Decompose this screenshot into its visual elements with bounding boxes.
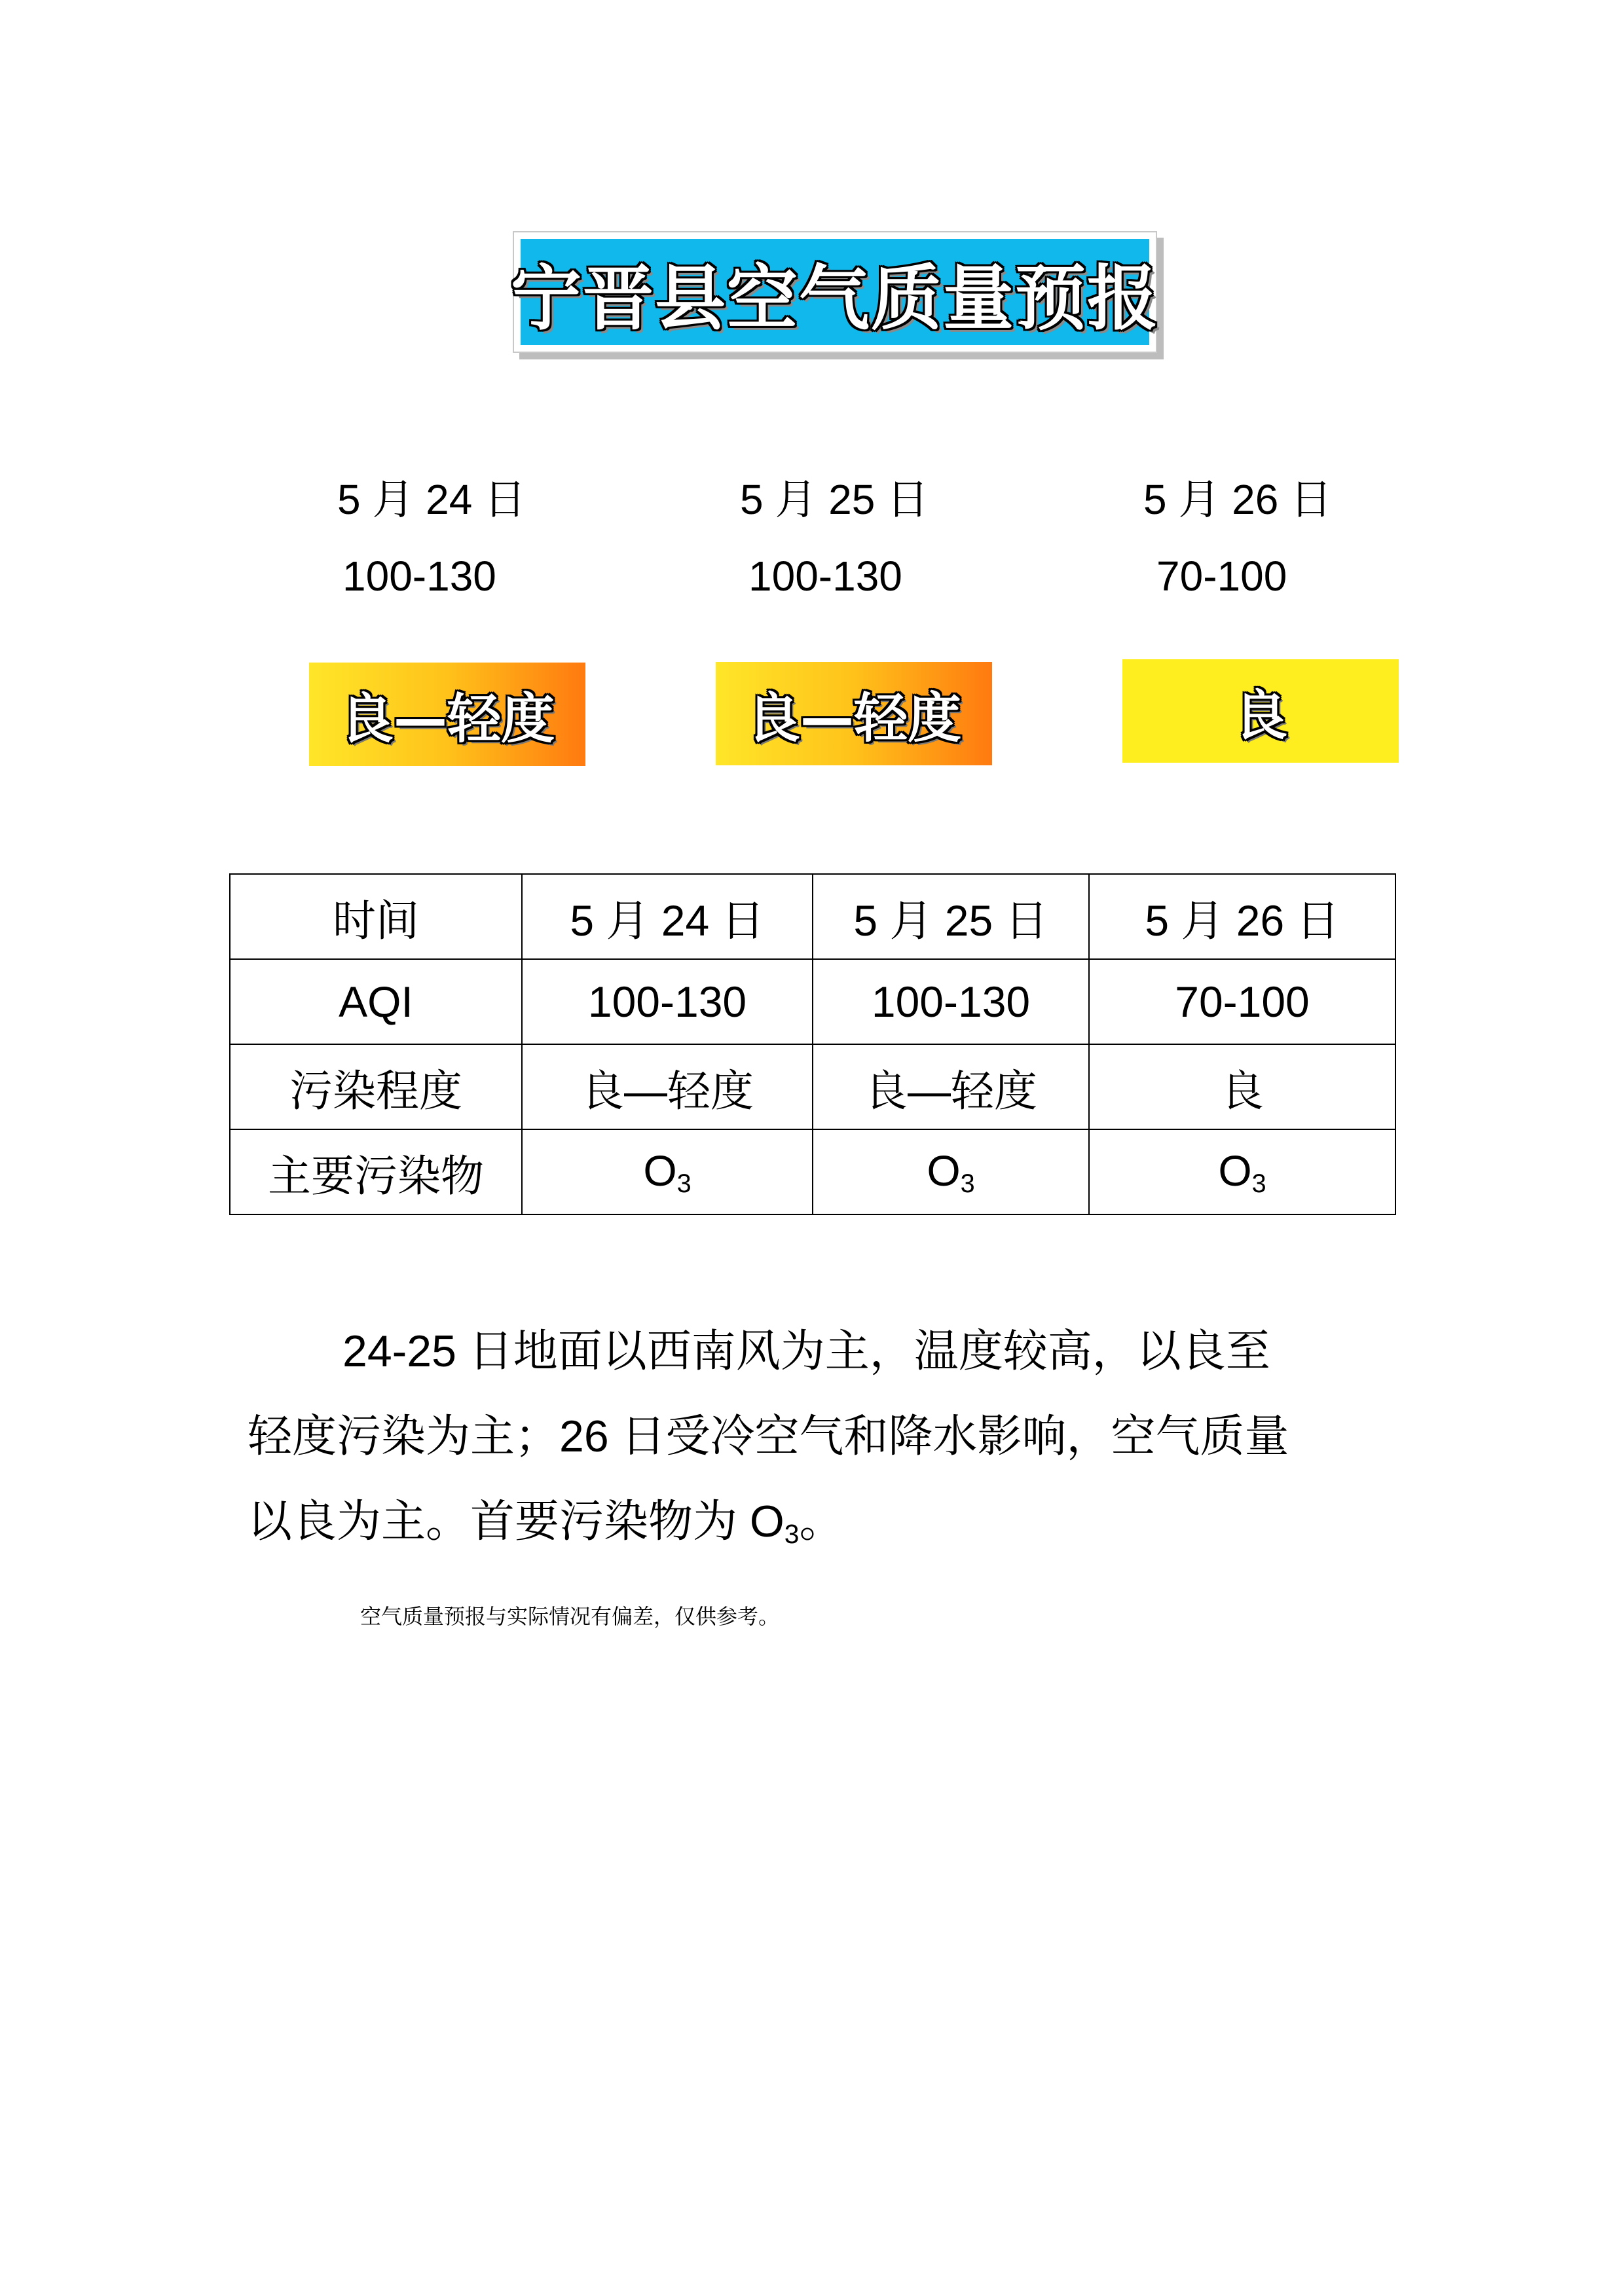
table-row-aqi [230,959,1395,1044]
table-cell-pollutant: $O_3$ [1089,1129,1395,1214]
forecast-aqi-day3: 70-100 [1156,553,1287,600]
table-cell-pollutant: $O_3$ [522,1129,813,1214]
table-header-row [230,874,1395,959]
disclaimer-note: 空气质量预报与实际情况有偏差，仅供参考。 [360,1604,780,1629]
table-row-main-pollutant [230,1129,1395,1214]
table-header-cell: 5 月 24 日 [522,874,813,959]
table-cell: 70-100 [1089,959,1395,1044]
level-badge-day3 [1122,659,1399,763]
table-cell: 100-130 [522,959,813,1044]
level-badge-day1 [309,663,585,766]
level-badge-label: 良 [1233,684,1287,747]
summary-line-3: 以良为主。首要污染物为 $O_3$。 [248,1497,844,1550]
table-header-cell: 时间 [230,874,522,959]
forecast-aqi-day2: 100-130 [748,553,902,600]
table-cell: 良—轻度 [522,1044,813,1129]
level-badge-label: 良—轻度 [339,687,555,750]
title-banner [511,231,1160,353]
forecast-date-day1: 5 月 24 日 [337,476,526,523]
forecast-date-day2: 5 月 25 日 [740,476,929,523]
title-banner-fill [511,239,1160,345]
forecast-aqi-day1: 100-130 [342,553,496,600]
forecast-date-day3: 5 月 26 日 [1143,476,1333,523]
page-title: 宁晋县空气质量预报 [511,257,1160,340]
table-header-cell: 5 月 26 日 [1089,874,1395,959]
table-row-label: 主要污染物 [230,1129,522,1214]
table-row-label: AQI [230,959,522,1044]
table-row-label: 污染程度 [230,1044,522,1129]
aqi-forecast-table [229,873,1396,1215]
table-cell: 100-130 [813,959,1089,1044]
table-cell: 良 [1089,1044,1395,1129]
table-header-cell: 5 月 25 日 [813,874,1089,959]
level-badge-label: 良—轻度 [746,687,961,750]
summary-line-2: 轻度污染为主；26 日受冷空气和降水影响，空气质量 [248,1412,1289,1461]
table-cell: 良—轻度 [813,1044,1089,1129]
table-cell-pollutant: $O_3$ [813,1129,1089,1214]
table-row-pollution-level [230,1044,1395,1129]
level-badge-day2 [716,662,992,765]
summary-line-1: 24-25 日地面以西南风为主，温度较高，以良至 [342,1326,1270,1376]
